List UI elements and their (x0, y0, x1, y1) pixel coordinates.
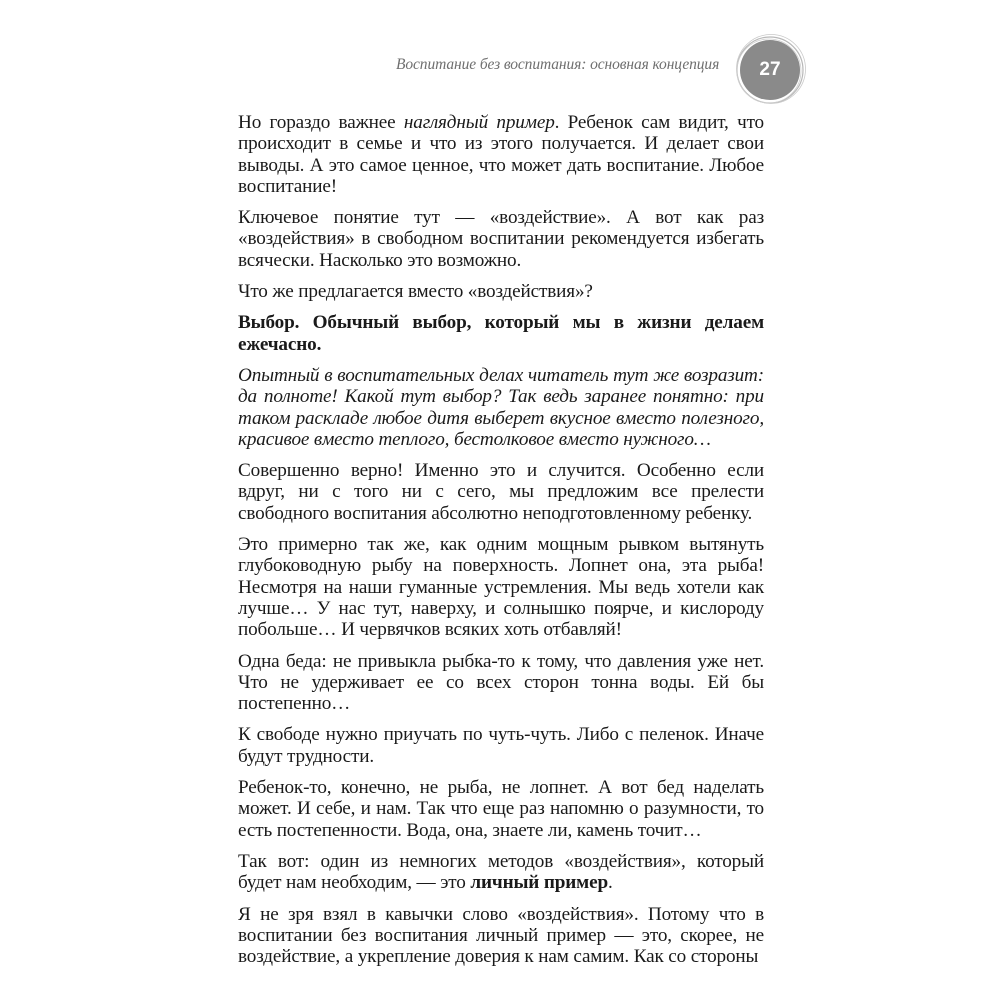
paragraph-text: Но гораздо важнее (238, 112, 404, 133)
page-number-badge (734, 34, 806, 106)
paragraph-text: Так вот: один из немногих методов «воздействия», который будет нам необходим, — это (238, 850, 764, 894)
paragraph: К свободе нужно приучать по чуть-чуть. Либо с пеленок. Иначе будут трудности. (238, 724, 764, 767)
strong-text: личный пример (470, 872, 608, 894)
paragraph: Одна беда: не привыкла рыбка-то к тому, что давления уже нет. Что не удерживает ее со всех сторон тонна воды. Ей бы постепенно… (238, 650, 764, 715)
bold-paragraph: Выбор. Обычный выбор, который мы в жизни делаем ежечасно. (238, 312, 764, 355)
paragraph: Ребенок-то, конечно, не рыба, не лопнет. А вот бед наделать может. И себе, и нам. Так что еще раз напомню о разумности, то есть постепенности. Вода, она, знаете ли, камень точит… (238, 777, 764, 841)
paragraph-text: . (608, 872, 613, 894)
emphasis-text: наглядный пример (403, 112, 555, 133)
paragraph: Ключевое понятие тут — «воздействие». А вот как раз «воздействия» в свободном воспитании рекомендуется избегать всячески. Насколько это возможно. (238, 207, 764, 271)
italic-paragraph: Опытный в воспитательных делах читатель тут же возразит: да полноте! Какой тут выбор? Так ведь заранее понятно: при таком раскладе любое дитя выберет вкусное вместо полезного, красивое вместо теплого, бестолковое вместо нужного… (238, 364, 764, 450)
paragraph: Совершенно верно! Именно это и случится. Особенно если вдруг, ни с того ни с сего, мы предложим все прелести свободного воспитания абсолютно неподготовленному ребенку. (238, 460, 764, 524)
body-text (238, 112, 764, 977)
paragraph-text: . Ребенок сам видит, что происходит в семье и что из этого получается. И делает свои выводы. А это самое ценное, что может дать воспитание. Любое воспитание! (238, 112, 764, 197)
paragraph (238, 112, 764, 197)
page-number: 27 (740, 40, 800, 100)
paragraph: Я не зря взял в кавычки слово «воздействия». Потому что в воспитании без воспитания личный пример — это, скорее, не воздействие, а укрепление доверия к нам самим. Как со стороны (238, 903, 764, 968)
running-head: Воспитание без воспитания: основная концепция (396, 56, 720, 73)
paragraph: Что же предлагается вместо «воздействия»? (238, 281, 593, 303)
paragraph (238, 851, 764, 894)
paragraph: Это примерно так же, как одним мощным рывком вытянуть глубоководную рыбу на поверхность. Лопнет она, эта рыба! Несмотря на наши гуманные устремления. Мы ведь хотели как лучше… У нас тут, наверху, и солнышко поярче, и кислороду побольше… И червячков всяких хоть отбавляй! (238, 534, 764, 641)
